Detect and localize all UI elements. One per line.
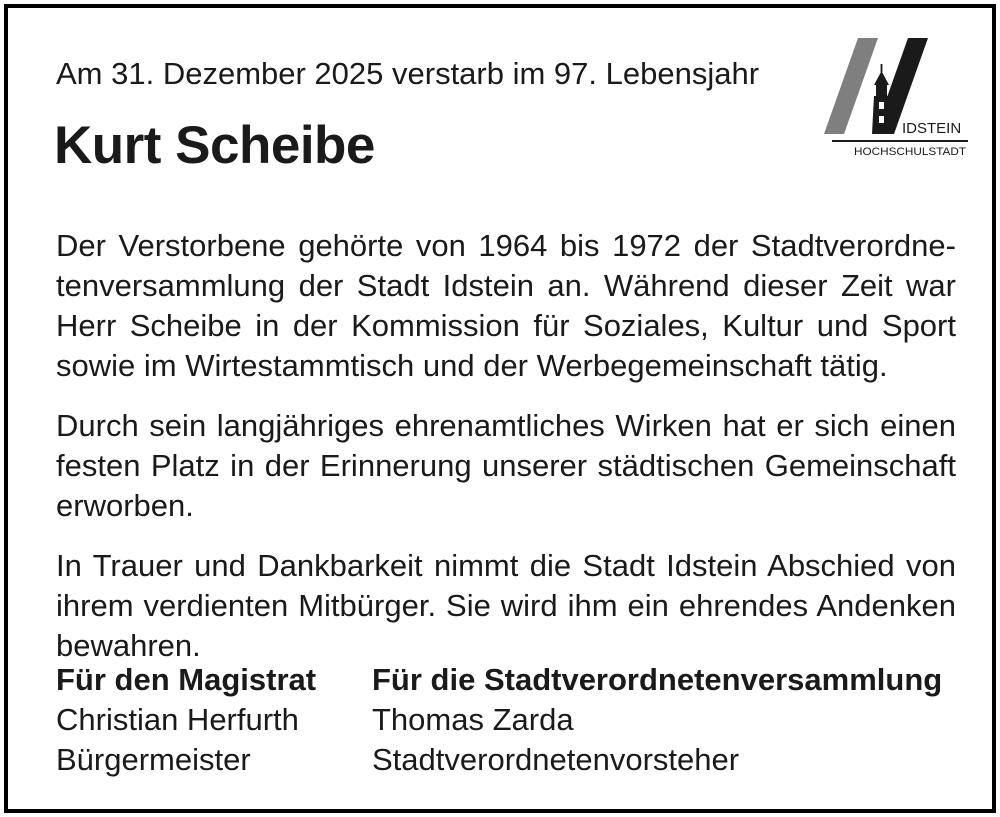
paragraph-honor: Durch sein langjähriges ehrenamtliches Wirken hat er sich einen festen Platz in der Erinnerung unserer städtischen Gemeinschaft erworben.	[56, 408, 956, 523]
signatory-role: Stadtverordnetenvorsteher	[372, 742, 740, 777]
logo-gray-stripe	[824, 38, 878, 134]
signature-heading: Für den Magistrat	[56, 662, 317, 697]
signatory-role: Bürgermeister	[56, 742, 251, 777]
idstein-city-logo	[824, 38, 974, 162]
deceased-name: Kurt Scheibe	[54, 116, 375, 175]
signatory-name: Christian Herfurth	[56, 702, 299, 737]
logo-subtitle: HOCHSCHULSTADT	[854, 146, 967, 158]
signature-heading: Für die Stadtverordnetenversammlung	[372, 662, 943, 697]
signature-magistrat	[56, 660, 316, 780]
obituary-notice	[4, 4, 996, 813]
paragraph-farewell: In Trauer und Dankbarkeit nimmt die Stadt Idstein Abschied von ihrem verdienten Mitbürger. Sie wird ihm ein ehrendes Andenken bewahren.	[56, 548, 956, 663]
signature-assembly	[372, 660, 942, 780]
paragraph-career: Der Verstorbene gehörte von 1964 bis 1972 der Stadtverordnetenversammlung der Stadt Idstein an. Während dieser Zeit war Herr Scheibe in der Kommission für Soziales, Kultur und Sport sowie im Wirtestammtisch und der Werbegemeinschaft tätig.	[56, 228, 956, 383]
logo-name: IDSTEIN	[902, 120, 962, 137]
signatory-name: Thomas Zarda	[372, 702, 574, 737]
intro-line: Am 31. Dezember 2025 verstarb im 97. Lebensjahr	[56, 56, 760, 91]
tower-icon	[872, 64, 891, 134]
